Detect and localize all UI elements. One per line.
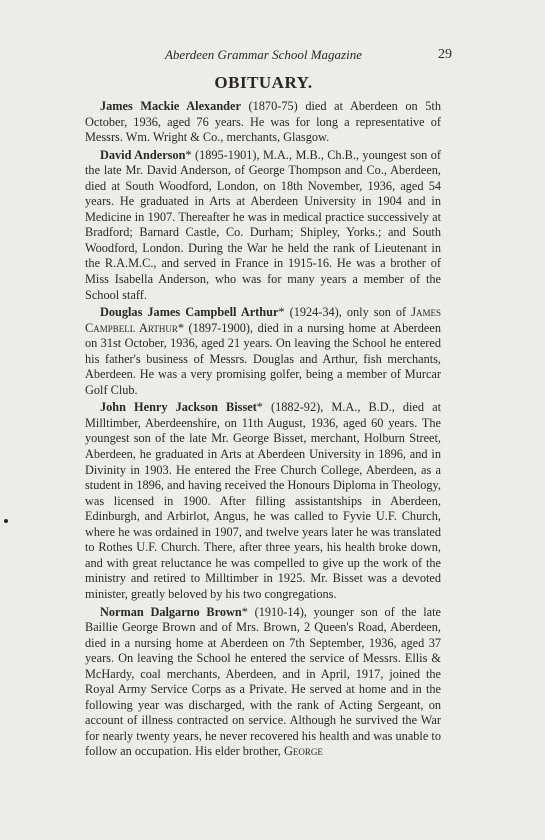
entry-name: Norman Dalgarno Brown <box>100 604 242 619</box>
running-title: Aberdeen Grammar School Magazine <box>164 47 362 62</box>
entry-text: * (1910-14), younger son of the late Baillie George Brown and of Mrs. Brown, 2 Queen's Road, Aberdeen, died in a nursing home at Aberdeen on 7th September, 1936, aged 37 years. On leaving the School he entered the service of Messrs. Ellis & McHardy, coal merchants, Aberdeen, and in April, 1917, joined the Royal Army Service Corps as a Private. He served at home and in the following year was discharged, with the rank of Acting Sergeant, on account of illness contracted on service. Although he survived the War for nearly twenty years, he never recovered his health and was unable to follow an occupation. His elder brother, <box>85 604 441 759</box>
entry-text: (1870-75) died at Aberdeen on 5th October, 1936, aged 76 years. He was for long a representative of Messrs. Wm. Wright & Co., merchants, Glasgow. <box>85 99 441 145</box>
entry-name: Douglas James Campbell Arthur <box>100 305 279 320</box>
obituary-entry-anderson <box>85 148 441 303</box>
obituary-entry-bisset <box>85 400 441 602</box>
margin-mark <box>4 519 8 523</box>
page-number: 29 <box>438 47 452 62</box>
running-head <box>85 47 452 67</box>
obituary-entry-brown <box>85 605 441 760</box>
obituary-entry-arthur <box>85 305 441 398</box>
entry-smallcaps-name: George <box>283 744 323 759</box>
entry-name: James Mackie Alexander <box>100 99 241 113</box>
entry-text: * (1895-1901), M.A., M.B., Ch.B., youngest son of the late Mr. David Anderson, of George Thompson and Co., Aberdeen, died at South Woodford, London, on 18th November, 1936, aged 54 years. He graduated in Arts at Aberdeen University in 1904 and in Medicine in 1907. Thereafter he was in medical practice successively at Bradford; Barnard Castle, Co. Durham; Shipley, Yorks.; and South Woodford, London. During the War he held the rank of Lieutenant in the R.A.M.C., and served in France in 1915-16. He was a brother of Miss Isabella Anderson, who was for many years a member of the School staff. <box>85 147 441 302</box>
section-title: OBITUARY. <box>214 73 313 92</box>
entry-text: * (1882-92), M.A., B.D., died at Milltimber, Aberdeenshire, on 11th August, 1936, aged 60 years. The youngest son of the late Mr. George Bisset, merchant, Holburn Street, Aberdeen, he graduated in Arts at Aberdeen University in 1896, and in Divinity in 1903. He entered the Free Church College, Aberdeen, as a student in 1896, and having received the Honours Diploma in Theology, was licensed in 1900. After filling assistantships in Aberdeen, Edinburgh, and Arbirlot, Angus, he was called to Fyvie U.F. Church, where he was ordained in 1907, and twelve years later he was translated to Rothes U.F. Church. There, after three years, his health broke down, and with great reluctance he was compelled to give up the work of the ministry and retired to Milltimber in 1925. Mr. Bisset was a devoted minister, greatly beloved by his two congregations. <box>85 400 441 601</box>
entry-smallcaps-name: James Campbell Arthur <box>85 305 441 335</box>
entry-text: * (1897-1900), died in a nursing home at Aberdeen on 31st October, 1936, aged 21 years. On leaving the School he entered his father's business of Messrs. Douglas and Arthur, fish merchants, Aberdeen. He was a very promising golfer, being a member of Murcar Golf Club. <box>85 320 441 397</box>
obituary-entry-alexander <box>85 99 441 146</box>
entry-name: John Henry Jackson Bisset <box>100 400 257 415</box>
entry-text: * (1924-34), only son of <box>278 305 412 320</box>
entry-name: David Anderson <box>100 147 186 162</box>
obituary-body <box>85 99 441 762</box>
